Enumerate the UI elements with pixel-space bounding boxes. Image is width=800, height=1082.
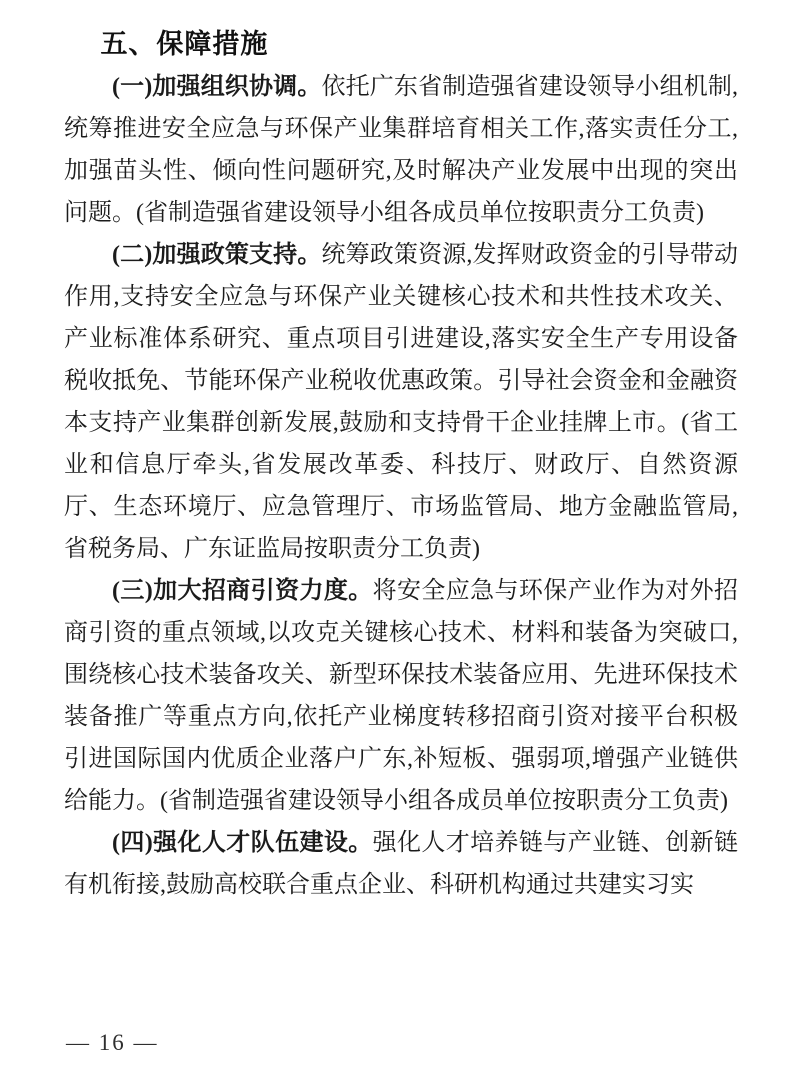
paragraph-1-attribution: (省制造强省建设领导小组各成员单位按职责分工负责) [136, 200, 704, 226]
paragraph-3-attribution: (省制造强省建设领导小组各成员单位按职责分工负责) [160, 788, 728, 814]
paragraph-4-body: 强化人才培养链与产业链、创新链有机衔接,鼓励高校联合重点企业、科研机构通过共建实习实 [64, 830, 739, 898]
paragraph-2-attribution: (省工业和信息厅牵头,省发展改革委、科技厅、财政厅、自然资源厅、生态环境厅、应急管理厅、市场监管局、地方金融监管局,省税务局、广东证监局按职责分工负责) [64, 410, 738, 562]
paragraph-3-lead: (三)加大招商引资力度。 [112, 578, 373, 604]
document-content [64, 22, 738, 906]
paragraph-2-lead: (二)加强政策支持。 [112, 242, 322, 268]
paragraph-4-lead: (四)强化人才队伍建设。 [112, 830, 373, 856]
paragraph-1 [64, 66, 738, 234]
paragraph-2 [64, 234, 738, 570]
paragraph-1-body: 依托广东省制造强省建设领导小组机制,统筹推进安全应急与环保产业集群培育相关工作,落实责任分工,加强苗头性、倾向性问题研究,及时解决产业发展中出现的突出问题。 [64, 74, 739, 226]
section-heading: 五、保障措施 [100, 29, 269, 59]
paragraph-3 [64, 570, 738, 822]
paragraph-4 [64, 822, 738, 906]
paragraph-1-lead: (一)加强组织协调。 [112, 74, 322, 100]
paragraph-2-body: 统筹政策资源,发挥财政资金的引导带动作用,支持安全应急与环保产业关键核心技术和共性技术攻关、产业标准体系研究、重点项目引进建设,落实安全生产专用设备税收抵免、节能环保产业税收优惠政策。引导社会资金和金融资本支持产业集群创新发展,鼓励和支持骨干企业挂牌上市。 [64, 242, 739, 436]
page-number: — 16 — [66, 1030, 159, 1055]
paragraph-3-body: 将安全应急与环保产业作为对外招商引资的重点领域,以攻克关键核心技术、材料和装备为突破口,围绕核心技术装备攻关、新型环保技术装备应用、先进环保技术装备推广等重点方向,依托产业梯度转移招商引资对接平台积极引进国际国内优质企业落户广东,补短板、强弱项,增强产业链供给能力。 [64, 578, 739, 814]
